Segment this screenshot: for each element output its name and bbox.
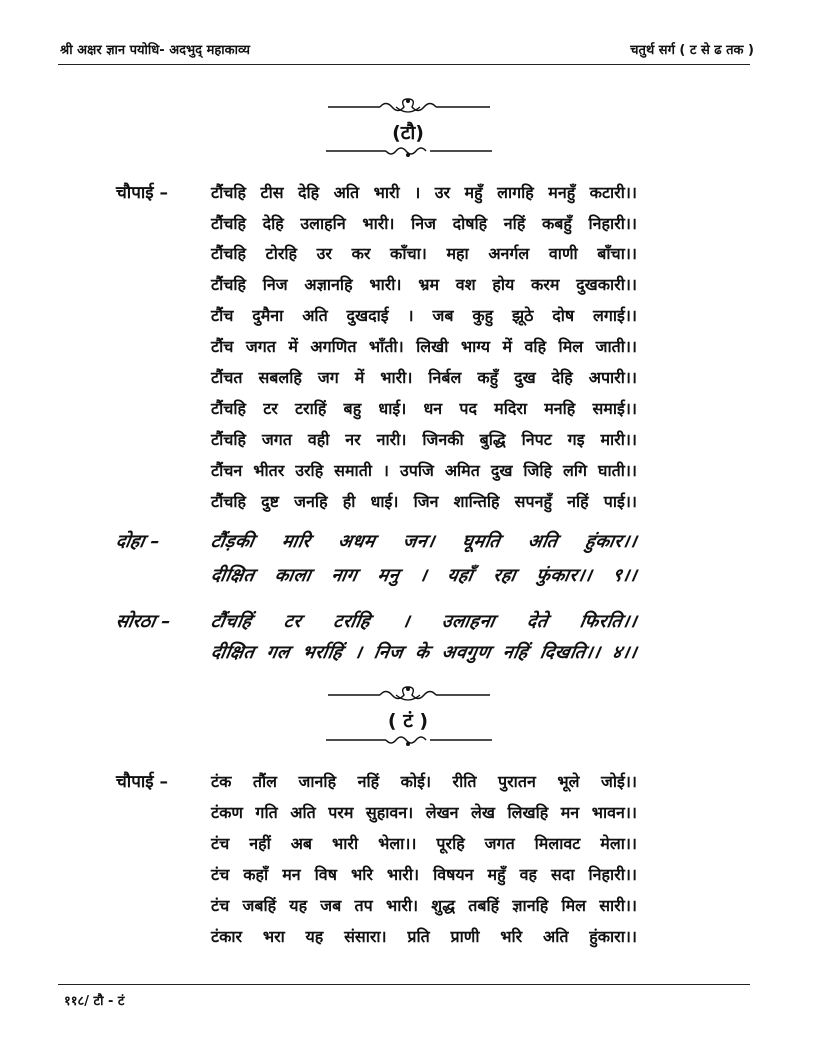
- header-rule: [58, 64, 750, 65]
- page-number: ११८/ टौ - टं: [64, 994, 125, 1009]
- sortha-line: टौंचहिं टर टर्राहि । उलाहना देते फिरति।।: [209, 611, 639, 632]
- verse-line: टौंचहि देहि उलाहनि भारी। निज दोषहि नहिं कबहुँ निहारी।।: [211, 214, 637, 233]
- sortha-label: सोरठा –: [114, 611, 173, 632]
- verse-line: टौंचहि टर टराहिं बहु धाई। धन पद मदिरा मनहि समाई।।: [211, 399, 637, 418]
- section-heading-tau: (टौ): [392, 122, 424, 144]
- flourish-ornament-bottom: [300, 729, 516, 751]
- verse-line: टंच कहाँ मन विष भरि भारी। विषयन महुँ वह सदा निहारी।।: [211, 865, 637, 884]
- footer-rule: [58, 984, 750, 985]
- verse-line: टौंचहि निज अज्ञानहि भारी। भ्रम वश होय करम दुखकारी।।: [211, 275, 637, 294]
- doha-line: टौंड़की मारि अधम जन। घूमति अति हुंकार।।: [209, 531, 639, 552]
- doha-line: दीक्षित काला नाग मनु । यहाँ रहा फुंकार।। ९।।: [209, 565, 639, 586]
- verse-line: टंकण गति अति परम सुहावन। लेखन लेख लिखहि मन भावन।।: [211, 803, 637, 822]
- sortha-line: दीक्षित गल भर्राहिं । निज के अवगुण नहिं दिखति।। ४।।: [209, 642, 639, 663]
- verse-line: टौंचहि टीस देहि अति भारी । उर महुँ लागहि मनहुँ कटारी।।: [211, 183, 637, 202]
- flourish-ornament-top: [300, 96, 516, 118]
- running-header-chapter: चतुर्थ सर्ग ( ट से ढ तक ): [630, 43, 754, 58]
- verse-line: टौंच जगत में अगणित भाँती। लिखी भाग्य में वहि मिल जाती।।: [211, 337, 637, 356]
- running-header-title: श्री अक्षर ज्ञान पयोधि- अदभुद् महाकाव्य: [60, 43, 250, 58]
- chaupai-label: चौपाई –: [116, 772, 169, 792]
- verse-line: टौंचहि जगत वही नर नारी। जिनकी बुद्धि निपट गइ मारी।।: [211, 430, 637, 449]
- doha-label: दोहा –: [114, 531, 162, 552]
- flourish-ornament-top: [300, 684, 516, 706]
- verse-line: टौंचहि दुष्ट जनहि ही धाई। जिन शान्तिहि सपनहुँ नहिं पाई।।: [211, 492, 637, 511]
- verse-line: टौंचत सबलहि जग में भारी। निर्बल कहुँ दुख देहि अपारी।।: [211, 368, 637, 387]
- flourish-ornament-bottom: [300, 140, 516, 162]
- chaupai-label: चौपाई –: [116, 183, 169, 203]
- verse-line: टंच जबहिं यह जब तप भारी। शुद्ध तबहिं ज्ञानहि मिल सारी।।: [211, 896, 637, 915]
- verse-line: टौंच दुमैना अति दुखदाई । जब कुहु झूठे दोष लगाई।।: [211, 306, 637, 325]
- verse-line: टंच नहीं अब भारी भेला।। पूरहि जगत मिलावट मेला।।: [211, 834, 637, 853]
- verse-line: टौंचन भीतर उरहि समाती । उपजि अमित दुख जिहि लगि घाती।।: [211, 461, 637, 480]
- verse-line: टंकार भरा यह संसारा। प्रति प्राणी भरि अति हुंकारा।।: [211, 927, 637, 946]
- section-heading-tam: ( टं ): [387, 710, 429, 732]
- verse-line: टंक तौंल जानहि नहिं कोई। रीति पुरातन भूले जोई।।: [211, 772, 637, 791]
- verse-line: टौंचहि टोरहि उर कर काँचा। महा अनर्गल वाणी बाँचा।।: [211, 244, 637, 263]
